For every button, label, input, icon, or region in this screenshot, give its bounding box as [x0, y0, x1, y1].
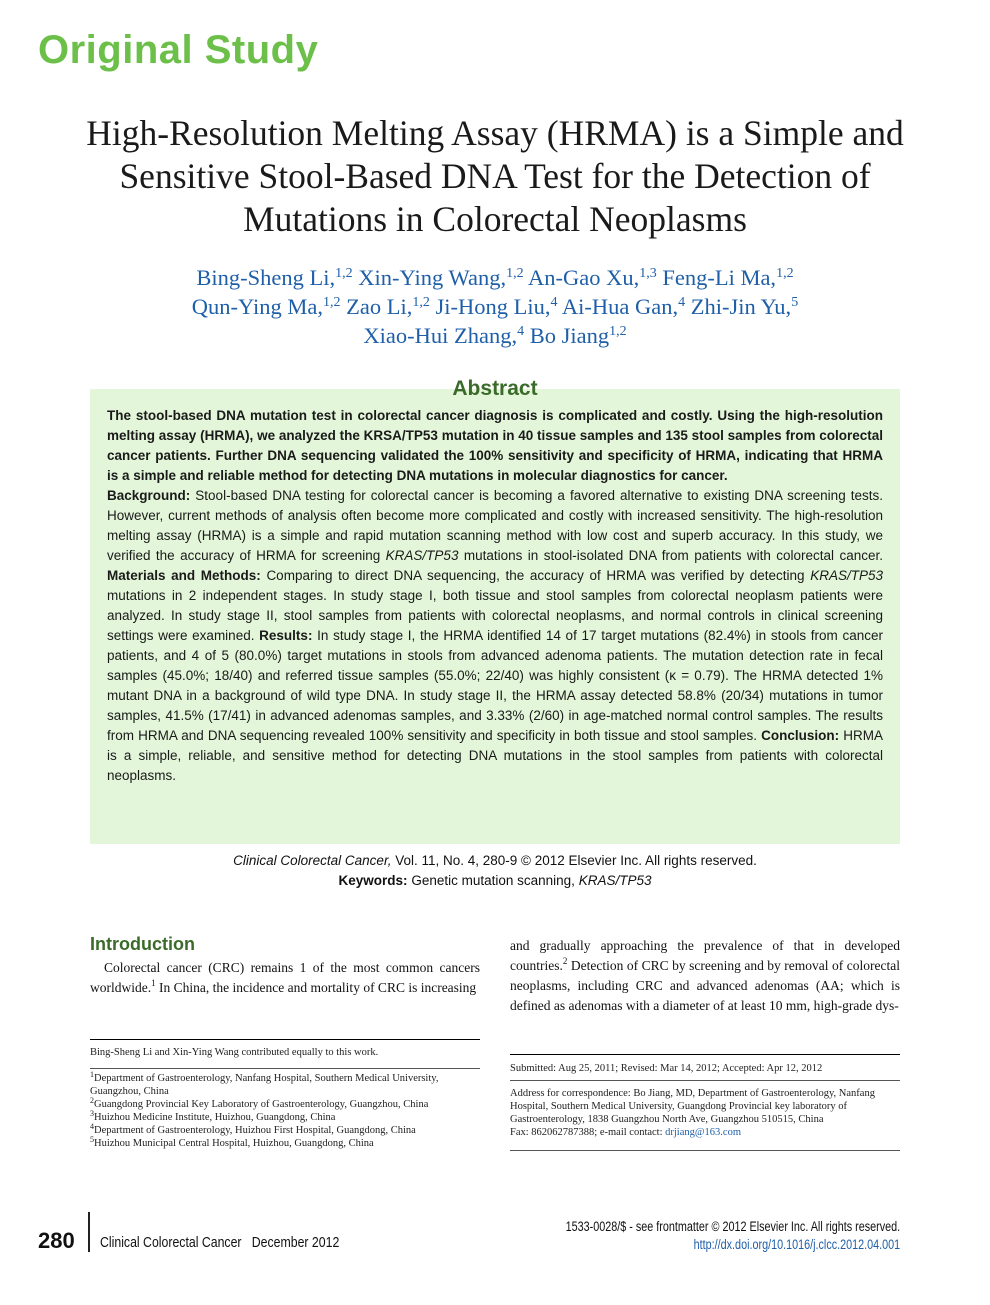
journal-footer: Clinical Colorectal Cancer December 2012	[100, 1234, 340, 1251]
abstract-summary: The stool-based DNA mutation test in colorectal cancer diagnosis is complicated and costly. Using the high-resolution melting assay (HRMA), we analyzed the KRSA/TP53 mutation in 40 tissue samples and 135 stool samples from colorectal cancer patients. Further DNA sequencing validated the 100% sensitivity and specificity of HRMA, indicating that HRMA is a simple and reliable method for detecting DNA mutations in molecular diagnostics for cancer.	[107, 408, 883, 483]
intro-column-right: and gradually approaching the prevalence of that in developed countries.$^2$ Detection of CRC by screening and by removal of colorectal neoplasms, including CRC and advanced adenomas (AA; which is defined as adenomas with a diameter of at least 10 mm, high-grade dys-	[510, 938, 900, 1013]
author-list	[100, 263, 890, 350]
keywords: Keywords: Genetic mutation scanning, KRAS/TP53	[338, 873, 652, 888]
footnote-divider	[90, 1068, 480, 1069]
author[interactable]: Ai-Hua Gan,$^4$	[561, 294, 686, 319]
abstract-heading: Abstract	[452, 377, 538, 400]
author[interactable]: Xin-Ying Wang,$^{1,2}$	[358, 265, 524, 290]
author[interactable]: Feng-Li Ma,$^{1,2}$	[662, 265, 794, 290]
journal-citation: Clinical Colorectal Cancer, Vol. 11, No. 4, 280-9 © 2012 Elsevier Inc. All rights reserved.	[233, 853, 757, 868]
affiliation: $^3$Huizhou Medicine Institute, Huizhou, Guangdong, China	[90, 1109, 336, 1123]
abstract-body	[107, 406, 883, 786]
citation-block	[90, 851, 900, 891]
intro-column-left: Colorectal cancer (CRC) remains 1 of the most common cancers worldwide.$^1$ In China, the incidence and mortality of CRC is increasing	[90, 960, 480, 995]
author[interactable]: Zao Li,$^{1,2}$	[346, 294, 430, 319]
page-number: 280	[38, 1228, 75, 1253]
submission-dates: Submitted: Aug 25, 2011; Revised: Mar 14, 2012; Accepted: Apr 12, 2012	[510, 1063, 823, 1074]
author[interactable]: Xiao-Hui Zhang,$^4$	[363, 323, 525, 348]
author[interactable]: Bing-Sheng Li,$^{1,2}$	[196, 265, 353, 290]
reference-link[interactable]: 2	[562, 956, 568, 966]
affiliation: $^2$Guangdong Provincial Key Laboratory of Gastroenterology, Guangzhou, China	[90, 1096, 429, 1110]
footnote-divider	[510, 1054, 900, 1055]
reference-link[interactable]: 1	[151, 978, 156, 988]
issn-line: 1533-0028/$ - see frontmatter © 2012 Elsevier Inc. All rights reserved.	[565, 1219, 900, 1234]
correspondence: Address for correspondence: Bo Jiang, MD, Department of Gastroenterology, Nanfang Hospital, Southern Medical University, Guangdong Provincial key laboratory of Gastroenterology, 1838 Guangzhou North Ave, Guangzhou 510515, China Fax: 862062787388; e-mail contact: drjiang@163.com	[510, 1088, 875, 1138]
section-label: Original Study	[38, 28, 319, 72]
article-title: High-Resolution Melting Assay (HRMA) is a Simple and Sensitive Stool-Based DNA Test for the Detection of Mutations in Colorectal Neoplasms	[86, 113, 904, 239]
footer-divider	[88, 1212, 90, 1252]
author[interactable]: An-Gao Xu,$^{1,3}$	[527, 265, 657, 290]
author[interactable]: Bo Jiang$^{1,2}$	[529, 323, 627, 348]
footnote-divider	[90, 1039, 480, 1040]
abstract-structured: Background: Stool-based DNA testing for colorectal cancer is becoming a favored alternative to existing DNA screening tests. However, current methods of analysis often become more complicated and costly with increased sensitivity. The high-resolution melting assay (HRMA) is a simple and rapid mutation scanning method with low cost and superb accuracy. In this study, we verified the accuracy of HRMA for screening KRAS/TP53 mutations in stool-isolated DNA from patients with colorectal cancer. Materials and Methods: Comparing to direct DNA sequencing, the accuracy of HRMA was verified by detecting KRAS/TP53 mutations in 2 independent stages. In study stage I, both tissue and stool samples from colorectal neoplasm patients were analyzed. In study stage II, stool samples from patients with colorectal neoplasms, and normal controls in clinical screening settings were examined. Results: In study stage I, the HRMA identified 14 of 17 target mutations (82.4%) in stools from cancer patients, and 4 of 5 (80.0%) target mutations in stools from advanced adenoma patients. The mutation detection rate in fecal samples (45.0%; 18/40) and referred tissue samples (55.0%; 22/40) was highly consistent (κ = 0.79). The HRMA detected 1% mutant DNA in a background of wild type DNA. In study stage II, the HRMA assay detected 58.8% (20/34) mutations in tumor samples, 41.5% (17/41) in advanced adenomas samples, and 3.33% (2/60) in age-matched normal control samples. The results from HRMA and DNA sequencing revealed 100% sensitivity and specificity in both tissue and stool samples. Conclusion: HRMA is a simple, reliable, and sensitive method for detecting DNA mutations in the stool samples from patients with colorectal neoplasms.	[107, 488, 883, 783]
email-link[interactable]: drjiang@163.com	[665, 1127, 742, 1138]
footnote-divider	[510, 1150, 900, 1151]
affiliation: $^5$Huizhou Municipal Central Hospital, Huizhou, Guangdong, China	[90, 1135, 374, 1149]
doi-link[interactable]: http://dx.doi.org/10.1016/j.clcc.2012.04.001	[693, 1237, 900, 1252]
intro-heading: Introduction	[90, 934, 195, 954]
author[interactable]: Zhi-Jin Yu,$^5$	[690, 294, 799, 319]
footnote-divider	[510, 1080, 900, 1081]
author[interactable]: Qun-Ying Ma,$^{1,2}$	[191, 294, 341, 319]
contribution-note: Bing-Sheng Li and Xin-Ying Wang contributed equally to this work.	[90, 1047, 379, 1058]
author[interactable]: Ji-Hong Liu,$^4$	[435, 294, 558, 319]
affiliations	[90, 1072, 480, 1150]
affiliation: $^4$Department of Gastroenterology, Huizhou First Hospital, Guangdong, China	[90, 1122, 416, 1136]
affiliation: $^1$Department of Gastroenterology, Nanfang Hospital, Southern Medical University, Guangzhou, China	[90, 1070, 439, 1097]
